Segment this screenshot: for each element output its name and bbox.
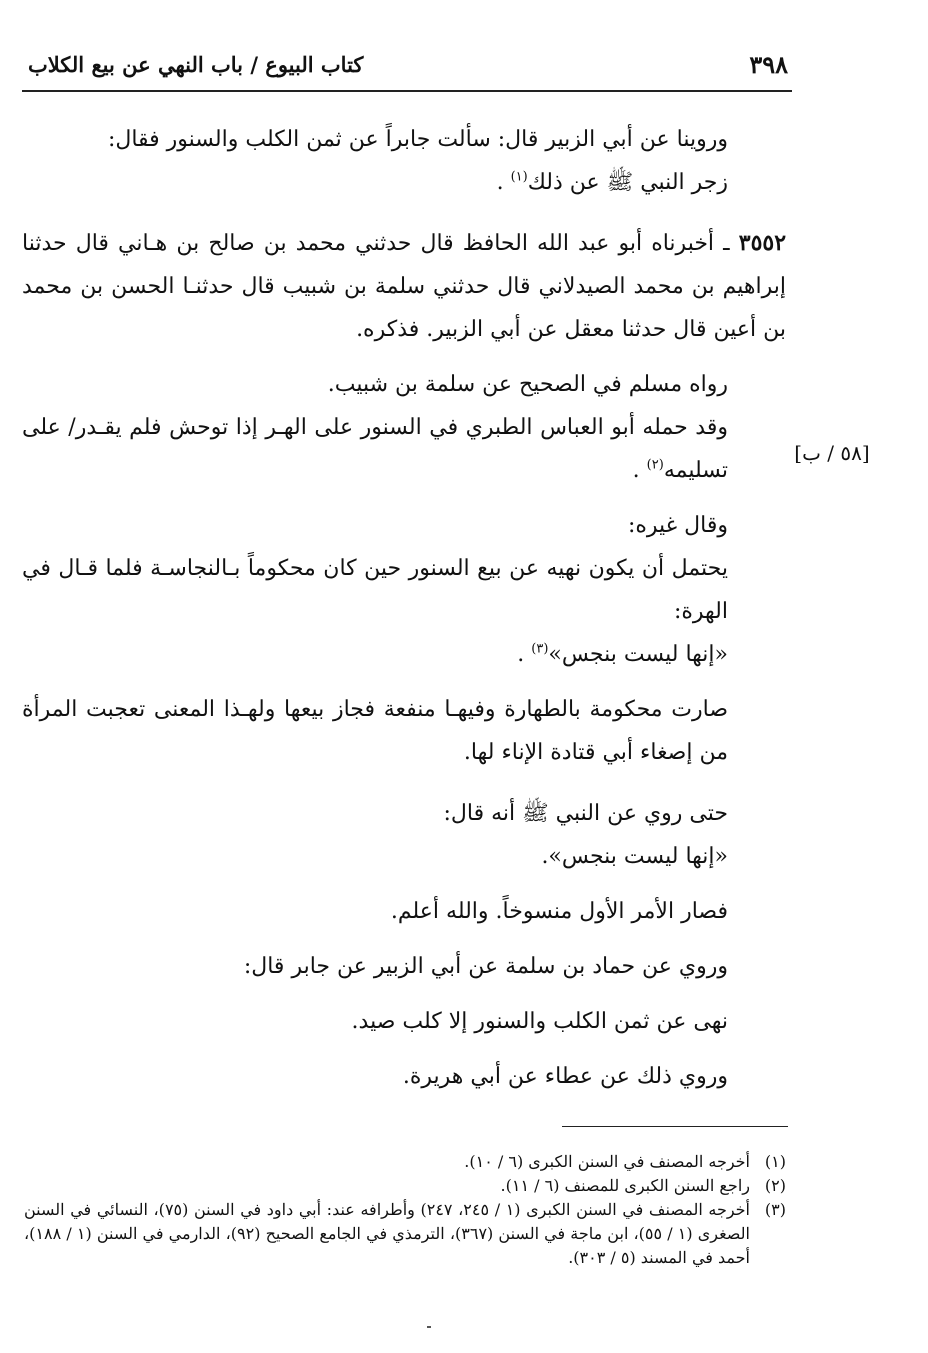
paragraph: «إنها ليست بنجس». (541, 844, 728, 869)
footnote-text: أخرجه المصنف في السنن الكبرى (١ / ٢٤٥، ٢٤٧) وأطرافه عند: أبي داود في السنن (٧٥)، النسائي في السنن الصغرى (١ / ٥٥)، ابن ماجة في السنن (٣٦٧)، الترمذي في الجامع الصحيح (٩٢)، الدارمي في السنن (١ / ١٨٨)، أحمد في المسند (٥ / ٣٠٣). (24, 1200, 751, 1267)
paragraph: «إنها ليست بنجس»$^{(٣)}$ . (517, 641, 728, 667)
paragraph: يحتمل أن يكون نهيه عن بيع السنور حين كان محكوماً بـالنجاسـة فلما قـال في الهرة: (22, 556, 728, 624)
manuscript-folio-note: [٥٨ / ب] (794, 441, 870, 465)
paragraph: وروينا عن أبي الزبير قال: سألت جابراً عن ثمن الكلب والسنور فقال: (107, 127, 728, 152)
running-header (22, 50, 792, 92)
footnote-separator (562, 1126, 788, 1127)
footnotes (24, 1150, 786, 1270)
hadith-paragraph: ٣٥٥٢ ـ أخبرناه أبو عبد الله الحافظ قال حدثني محمد بن صالح بن هـاني قال حدثنا إبراهيم بن محمد الصيدلاني قال حدثني سلمة بن شبيب قال حدثنـا الحسن بن محمد بن أعين قال حدثنا معقل عن أبي الزبير. فذكره. (22, 230, 787, 342)
paragraph: زجر النبي ﷺ عن ذلك$^{(١)}$ . (496, 169, 728, 195)
footnote (24, 1150, 786, 1174)
main-text (22, 118, 786, 1098)
paragraph: فصار الأمر الأول منسوخاً. والله أعلم. (390, 899, 728, 924)
footnote (24, 1174, 786, 1198)
paragraph: وقال غيره: (627, 513, 728, 538)
footnote-ref[interactable]: (٢) (646, 457, 664, 473)
footnote-text: راجع السنن الكبرى للمصنف (٦ / ١١). (500, 1176, 750, 1195)
page-number: ٣٩٨ (749, 50, 788, 79)
paragraph: صارت محكومة بالطهارة وفيهـا منفعة فجاز بيعها ولهـذا المعنى تعجبت المرأة من إصغاء أبي قتادة الإناء لها. (22, 697, 728, 765)
paragraph: وروي عن حماد بن سلمة عن أبي الزبير عن جابر قال: (243, 954, 728, 979)
hadith-number: ٣٥٥٢ (738, 230, 787, 256)
chapter-title: كتاب البيوع / باب النهي عن بيع الكلاب (28, 52, 364, 77)
footnote-number: (٢) (764, 1176, 786, 1195)
footnote-number: (٣) (764, 1200, 786, 1219)
paragraph: حتى روي عن النبي ﷺ أنه قال: (443, 801, 728, 826)
paragraph: وقد حمله أبو العباس الطبري في السنور على الهـر إذا توحش فلم يقـدر/ على تسليمه$^{(٢)}$ . (22, 415, 728, 483)
scan-mark (427, 1326, 431, 1328)
footnote-ref[interactable]: (١) (510, 169, 528, 185)
paragraph: رواه مسلم في الصحيح عن سلمة بن شبيب. (327, 372, 728, 397)
paragraph: وروي ذلك عن عطاء عن أبي هريرة. (402, 1064, 728, 1089)
footnote-text: أخرجه المصنف في السنن الكبرى (٦ / ١٠). (464, 1152, 750, 1171)
footnote-ref[interactable]: (٣) (531, 641, 549, 657)
footnote (24, 1198, 786, 1270)
paragraph: نهى عن ثمن الكلب والسنور إلا كلب صيد. (351, 1009, 728, 1034)
footnote-number: (١) (764, 1152, 786, 1171)
